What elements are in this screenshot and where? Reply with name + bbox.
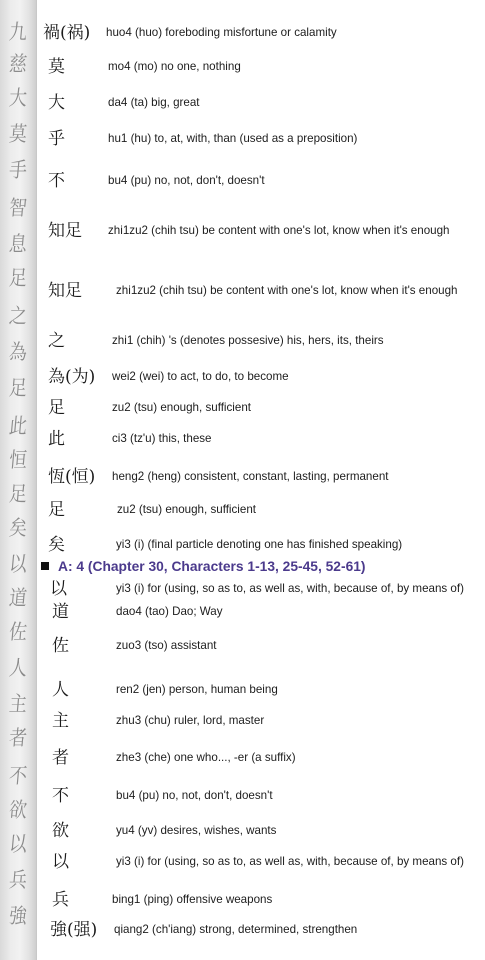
entry-character: 強(强) xyxy=(50,920,98,940)
entry-character: 主 xyxy=(52,711,69,731)
entry-character: 足 xyxy=(48,398,65,418)
manuscript-glyph: 不 xyxy=(8,764,28,788)
entry-character: 大 xyxy=(48,93,65,113)
manuscript-glyph: 足 xyxy=(8,376,28,400)
manuscript-glyph: 智 xyxy=(8,196,28,220)
manuscript-glyph: 足 xyxy=(8,266,28,290)
entry-character: 為(为) xyxy=(48,367,96,387)
entry-definition: zhi1 (chih) 's (denotes possesive) his, hers, its, theirs xyxy=(112,334,384,347)
entry-definition: wei2 (wei) to act, to do, to become xyxy=(112,370,289,383)
entry-definition: bu4 (pu) no, not, don't, doesn't xyxy=(108,174,265,187)
manuscript-glyph: 恒 xyxy=(8,448,28,472)
entry-character: 矣 xyxy=(48,535,65,555)
manuscript-glyph: 之 xyxy=(8,304,28,328)
entry-definition: bu4 (pu) no, not, don't, doesn't xyxy=(116,789,273,802)
glossary-entry xyxy=(0,597,485,627)
entry-character: 此 xyxy=(48,429,65,449)
entry-character: 道 xyxy=(52,602,69,622)
manuscript-glyph: 足 xyxy=(8,482,28,506)
glossary-entry xyxy=(0,781,485,811)
glossary-entry xyxy=(0,885,485,915)
section-heading xyxy=(41,555,366,579)
glossary-entry xyxy=(0,495,485,525)
glossary-entry xyxy=(0,424,485,454)
glossary-entry xyxy=(0,18,485,48)
entry-definition: mo4 (mo) no one, nothing xyxy=(108,60,241,73)
entry-definition: yi3 (i) for (using, so as to, as well as, with, because of, by means of) xyxy=(116,582,464,595)
manuscript-glyph: 人 xyxy=(8,656,28,680)
entry-character: 不 xyxy=(48,171,65,191)
glossary-entry xyxy=(0,462,485,492)
entry-character: 人 xyxy=(52,680,69,700)
manuscript-glyph: 主 xyxy=(8,692,28,716)
manuscript-glyph: 莫 xyxy=(8,122,28,146)
manuscript-glyph: 以 xyxy=(8,832,28,856)
glossary-entry xyxy=(0,631,485,661)
entry-definition: zu2 (tsu) enough, sufficient xyxy=(117,503,256,516)
manuscript-glyph: 大 xyxy=(8,86,28,110)
manuscript-glyph: 矣 xyxy=(8,516,28,540)
glossary-entry xyxy=(0,326,485,356)
glossary-entry xyxy=(0,362,485,392)
section-heading-text: A: 4 (Chapter 30, Characters 1-13, 25-45, 52-61) xyxy=(58,559,366,574)
entry-character: 乎 xyxy=(48,129,65,149)
glossary-entry xyxy=(0,52,485,82)
glossary-entry xyxy=(0,816,485,846)
manuscript-glyph: 強 xyxy=(8,904,28,928)
entry-definition: dao4 (tao) Dao; Way xyxy=(116,605,223,618)
entry-character: 不 xyxy=(52,786,69,806)
entry-definition: heng2 (heng) consistent, constant, lasting, permanent xyxy=(112,470,389,483)
entry-definition: yi3 (i) for (using, so as to, as well as, with, because of, by means of) xyxy=(116,855,464,868)
bullet-square-icon xyxy=(41,562,49,570)
glossary-entry xyxy=(0,915,485,945)
manuscript-glyph: 者 xyxy=(8,726,28,750)
glossary-entry xyxy=(0,393,485,423)
entry-character: 以 xyxy=(52,852,69,872)
entry-definition: zhe3 (che) one who..., -er (a suffix) xyxy=(116,751,296,764)
glossary-entry xyxy=(0,706,485,736)
entry-definition: yi3 (i) (final particle denoting one has finished speaking) xyxy=(116,538,403,551)
glossary-entry xyxy=(0,743,485,773)
glossary-entry xyxy=(0,166,485,196)
entry-character: 禍(祸) xyxy=(43,23,91,43)
manuscript-glyph: 九 xyxy=(8,20,28,44)
glossary-entry xyxy=(0,124,485,154)
entry-character: 足 xyxy=(48,500,65,520)
entry-character: 知足 xyxy=(48,221,82,241)
entry-character: 欲 xyxy=(52,821,69,841)
manuscript-glyph: 此 xyxy=(8,414,28,438)
entry-definition: zuo3 (tso) assistant xyxy=(116,639,217,652)
manuscript-glyph: 為 xyxy=(8,340,28,364)
entry-character: 知足 xyxy=(48,281,82,301)
manuscript-glyph: 息 xyxy=(8,232,28,256)
manuscript-glyph: 兵 xyxy=(8,868,28,892)
glossary-entry xyxy=(0,675,485,705)
glossary-entry xyxy=(0,847,485,877)
entry-character: 佐 xyxy=(52,636,69,656)
glossary-entry xyxy=(0,276,485,306)
entry-character: 莫 xyxy=(48,57,65,77)
entry-definition: ci3 (tz'u) this, these xyxy=(112,432,212,445)
entry-definition: qiang2 (ch'iang) strong, determined, strengthen xyxy=(114,923,358,936)
entry-character: 以 xyxy=(50,579,67,599)
entry-definition: bing1 (ping) offensive weapons xyxy=(112,893,273,906)
entry-character: 者 xyxy=(52,748,69,768)
manuscript-glyph: 佐 xyxy=(8,620,28,644)
entry-definition: da4 (ta) big, great xyxy=(108,96,200,109)
entry-definition: zhu3 (chu) ruler, lord, master xyxy=(116,714,265,727)
entry-character: 之 xyxy=(48,331,65,351)
manuscript-glyph: 慈 xyxy=(8,52,28,76)
entry-definition: zhi1zu2 (chih tsu) be content with one's lot, know when it's enough xyxy=(108,224,450,237)
entry-definition: ren2 (jen) person, human being xyxy=(116,683,278,696)
entry-character: 兵 xyxy=(52,890,69,910)
entry-definition: huo4 (huo) foreboding misfortune or calamity xyxy=(106,26,337,39)
entry-definition: yu4 (yv) desires, wishes, wants xyxy=(116,824,277,837)
glossary-entry xyxy=(0,88,485,118)
entry-definition: hu1 (hu) to, at, with, than (used as a preposition) xyxy=(108,132,358,145)
manuscript-glyph: 手 xyxy=(8,158,28,182)
manuscript-glyph: 道 xyxy=(8,586,28,610)
manuscript-glyph: 欲 xyxy=(8,798,28,822)
entry-character: 恆(恒) xyxy=(48,467,96,487)
entry-definition: zhi1zu2 (chih tsu) be content with one's lot, know when it's enough xyxy=(116,284,458,297)
manuscript-glyph: 以 xyxy=(8,552,28,576)
glossary-entry xyxy=(0,216,485,246)
entry-definition: zu2 (tsu) enough, sufficient xyxy=(112,401,251,414)
